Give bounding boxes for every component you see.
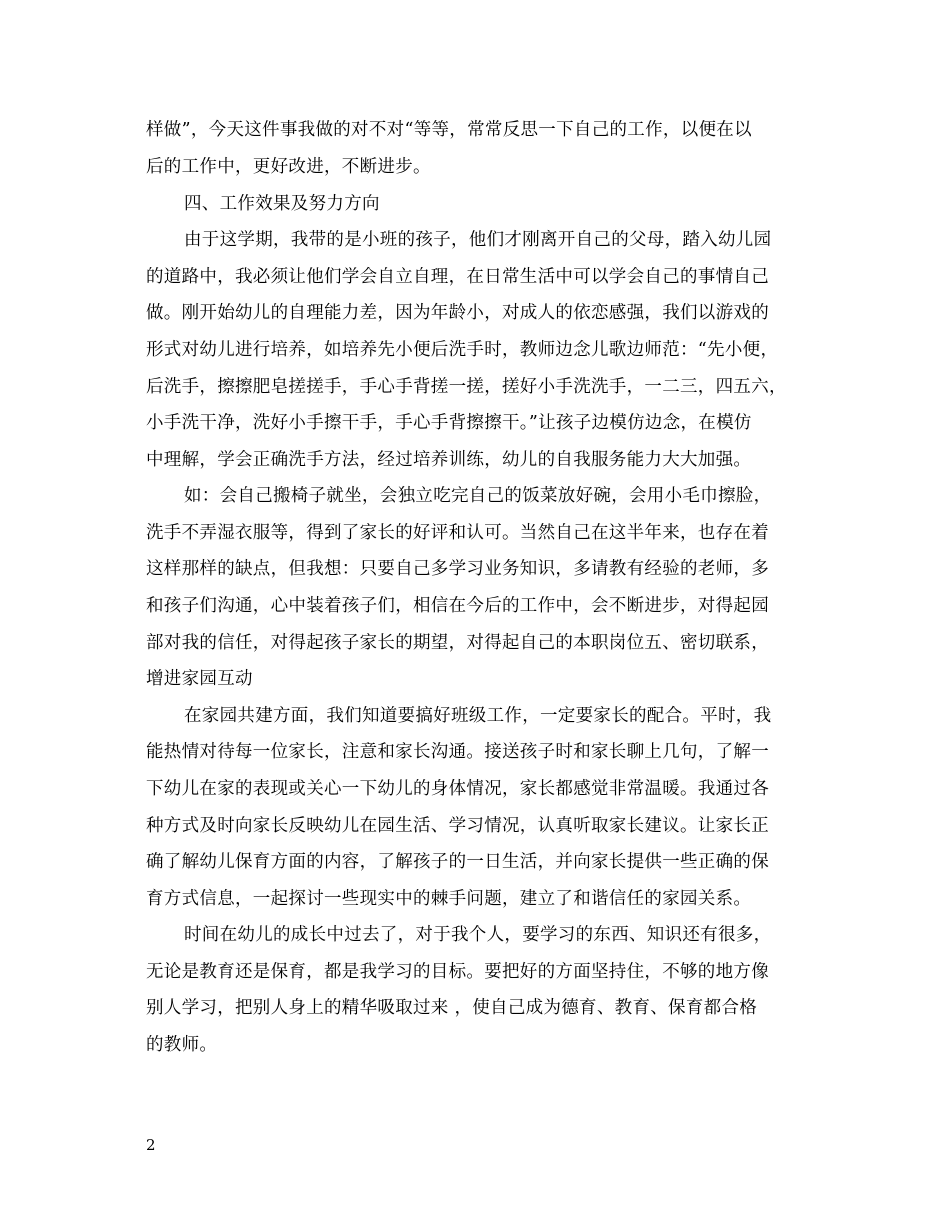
text-line: 的道路中，我必须让他们学会自立自理，在日常生活中可以学会自己的事情自己 (146, 267, 769, 287)
text-line: 的教师。 (146, 1035, 218, 1055)
text-line: 后的工作中，更好改进，不断进步。 (146, 157, 431, 177)
text-line: 无论是教育还是保育，都是我学习的目标。要把好的方面坚持住，不够的地方像 (146, 962, 769, 982)
text-line: 育方式信息，一起探讨一些现实中的棘手问题，建立了和谐信任的家园关系。 (146, 889, 752, 909)
text-line: 形式对幼儿进行培养，如培养先小便后洗手时，教师边念儿歌边师范：“先小便， (146, 340, 779, 360)
text-line: 部对我的信任，对得起孩子家长的期望，对得起自己的本职岗位五、密切联系， (146, 633, 769, 653)
text-line: 和孩子们沟通，心中装着孩子们，相信在今后的工作中，会不断进步，对得起园 (146, 596, 769, 616)
text-line: 在家园共建方面，我们知道要搞好班级工作，一定要家长的配合。平时，我 (184, 706, 772, 726)
text-line: 由于这学期，我带的是小班的孩子，他们才刚离开自己的父母，踏入幼儿园 (184, 230, 772, 250)
text-line: 中理解，学会正确洗手方法，经过培养训练，幼儿的自我服务能力大大加强。 (146, 450, 752, 470)
text-line: 后洗手，擦擦肥皂搓搓手，手心手背搓一搓，搓好小手洗洗手，一二三，四五六， (146, 377, 787, 397)
text-line: 做。刚开始幼儿的自理能力差，因为年龄小，对成人的依恋感强，我们以游戏的 (146, 303, 769, 323)
text-line: 增进家园互动 (146, 669, 253, 689)
text-line: 样做”，今天这件事我做的对不对“等等，常常反思一下自己的工作，以便在以 (146, 120, 752, 140)
text-line: 确了解幼儿保育方面的内容，了解孩子的一日生活，并向家长提供一些正确的保 (146, 852, 769, 872)
section-heading: 四、工作效果及努力方向 (184, 194, 380, 214)
text-line: 种方式及时向家长反映幼儿在园生活、学习情况，认真听取家长建议。让家长正 (146, 816, 769, 836)
text-line: 小手洗干净，洗好小手擦干手，手心手背擦擦干。”让孩子边模仿边念，在模仿 (146, 413, 752, 433)
text-line: 下幼儿在家的表现或关心一下幼儿的身体情况，家长都感觉非常温暖。我通过各 (146, 779, 769, 799)
text-line: 如：会自己搬椅子就坐，会独立吃完自己的饭菜放好碗，会用小毛巾擦脸， (184, 486, 772, 506)
page-number: 2 (146, 1136, 156, 1154)
text-line: 别人学习，把别人身上的精华吸取过来 ，使自己成为德育、教育、保育都合格 (146, 998, 758, 1018)
text-line: 时间在幼儿的成长中过去了，对于我个人，要学习的东西、知识还有很多， (184, 925, 772, 945)
text-line: 洗手不弄湿衣服等，得到了家长的好评和认可。当然自己在这半年来，也存在着 (146, 523, 769, 543)
text-line: 这样那样的缺点，但我想：只要自己多学习业务知识，多请教有经验的老师，多 (146, 559, 769, 579)
text-line: 能热情对待每一位家长，注意和家长沟通。接送孩子时和家长聊上几句，了解一 (146, 742, 769, 762)
